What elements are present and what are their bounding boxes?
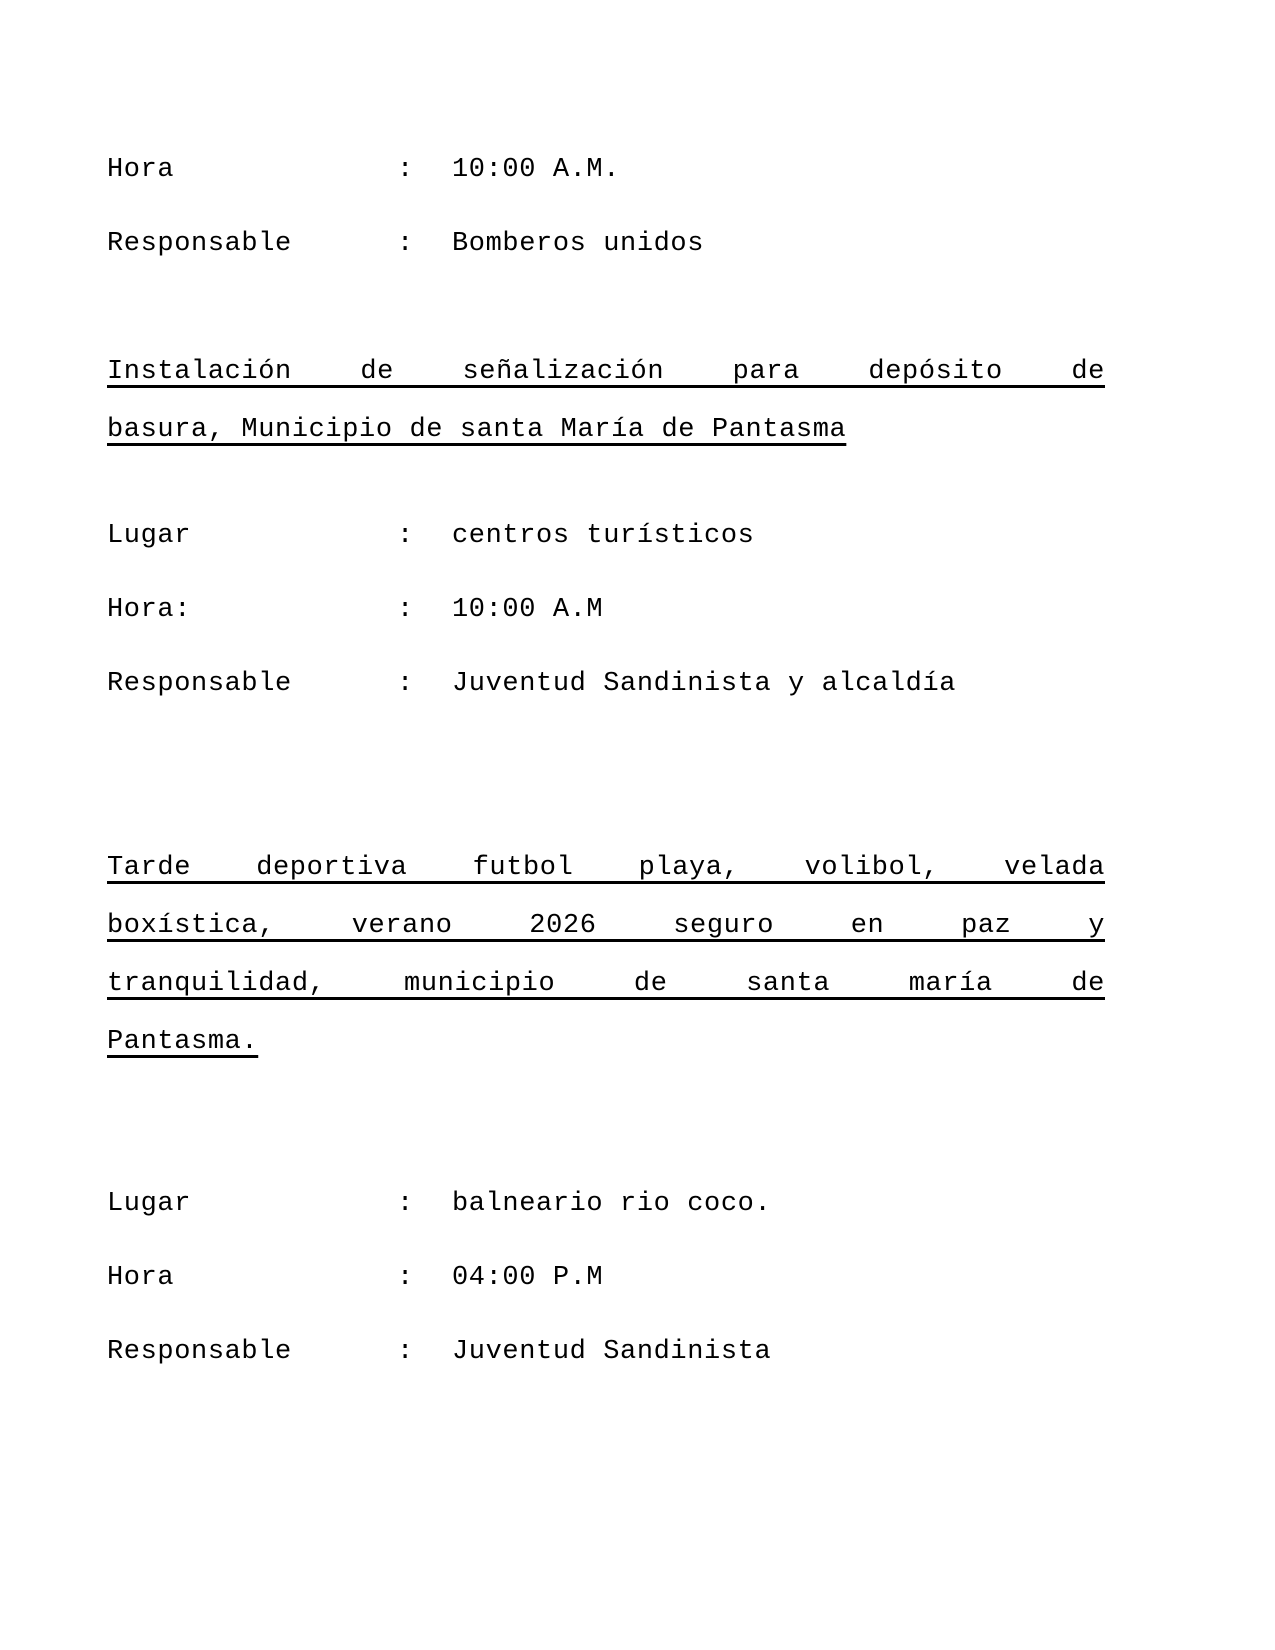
field-value-responsable-3: Juventud Sandinista: [452, 1337, 772, 1367]
heading-tarde-deportiva-line-4: Pantasma.: [107, 1027, 259, 1057]
field-label-hora-2: Hora:: [107, 595, 192, 625]
heading-senalizacion-line-2: basura, Municipio de santa María de Pantasma: [107, 415, 847, 445]
heading-senalizacion: [107, 343, 1105, 459]
field-separator-hora-1: :: [397, 155, 414, 185]
field-separator-responsable-2: :: [397, 669, 414, 699]
field-value-lugar-2: centros turísticos: [452, 521, 755, 551]
field-label-lugar-3: Lugar: [107, 1189, 192, 1219]
field-separator-lugar-2: :: [397, 521, 414, 551]
heading-senalizacion-line-1: Instalación de señalización para depósito de: [107, 357, 1105, 387]
field-label-lugar-2: Lugar: [107, 521, 192, 551]
field-label-responsable-3: Responsable: [107, 1337, 292, 1367]
field-label-responsable-2: Responsable: [107, 669, 292, 699]
heading-tarde-deportiva: [107, 839, 1105, 1071]
spacer-before-heading-tarde-deportiva: [107, 721, 1105, 839]
field-row-hora-1: [107, 133, 1105, 207]
spacer-before-heading-senalizacion: [107, 281, 1105, 343]
field-separator-hora-3: :: [397, 1263, 414, 1293]
field-value-lugar-3: balneario rio coco.: [452, 1189, 772, 1219]
heading-tarde-deportiva-line-2: boxística, verano 2026 seguro en paz y: [107, 911, 1105, 941]
field-value-hora-3: 04:00 P.M: [452, 1263, 604, 1293]
field-label-hora-1: Hora: [107, 155, 175, 185]
heading-tarde-deportiva-line-1: Tarde deportiva futbol playa, volibol, velada: [107, 853, 1105, 883]
field-label-responsable-1: Responsable: [107, 229, 292, 259]
field-row-responsable-2: [107, 647, 1105, 721]
field-value-responsable-1: Bomberos unidos: [452, 229, 705, 259]
spacer-after-heading-tarde-deportiva: [107, 1071, 1105, 1167]
field-row-hora-3: [107, 1241, 1105, 1315]
field-row-hora-2: [107, 573, 1105, 647]
field-row-responsable-1: [107, 207, 1105, 281]
field-separator-hora-2: :: [397, 595, 414, 625]
field-row-lugar-2: [107, 499, 1105, 573]
field-value-responsable-2: Juventud Sandinista y alcaldía: [452, 669, 957, 699]
field-separator-responsable-3: :: [397, 1337, 414, 1367]
field-row-lugar-3: [107, 1167, 1105, 1241]
field-value-hora-2: 10:00 A.M: [452, 595, 604, 625]
field-label-hora-3: Hora: [107, 1263, 175, 1293]
heading-tarde-deportiva-line-3: tranquilidad, municipio de santa maría de: [107, 969, 1105, 999]
field-separator-lugar-3: :: [397, 1189, 414, 1219]
field-row-responsable-3: [107, 1315, 1105, 1389]
field-separator-responsable-1: :: [397, 229, 414, 259]
spacer-after-heading-senalizacion: [107, 459, 1105, 499]
field-value-hora-1: 10:00 A.M.: [452, 155, 621, 185]
document-body: [107, 133, 1105, 1389]
